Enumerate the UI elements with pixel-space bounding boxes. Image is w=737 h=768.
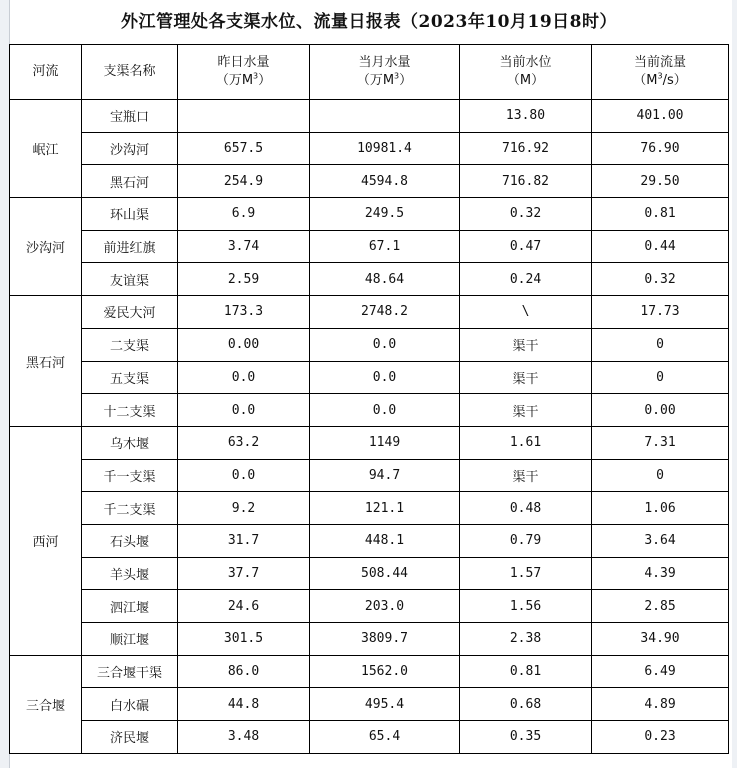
water-level-cell[interactable]: 渠干 [460,459,592,492]
water-level-cell[interactable]: 0.81 [460,655,592,688]
flow-rate-cell[interactable]: 0.32 [592,263,729,296]
header-yesterday-line1: 昨日水量 [217,55,270,70]
header-river[interactable]: 河流 [10,45,82,100]
flow-rate-cell[interactable]: 6.49 [592,655,729,688]
month-volume-cell[interactable]: 0.0 [310,394,460,427]
water-level-cell[interactable]: 0.47 [460,230,592,263]
channel-name-cell[interactable]: 顺江堰 [82,623,178,656]
header-month-unit: （万$M^3$） [356,71,413,88]
yesterday-volume-cell[interactable]: 0.0 [178,459,310,492]
yesterday-volume-cell[interactable]: 0.0 [178,361,310,394]
channel-name-cell[interactable]: 乌木堰 [82,426,178,459]
channel-name-cell[interactable]: 宝瓶口 [82,100,178,133]
table-row [10,100,729,133]
channel-name-cell[interactable]: 黑石河 [82,165,178,198]
channel-name-cell[interactable]: 友谊渠 [82,263,178,296]
month-volume-cell[interactable]: 121.1 [310,492,460,525]
flow-rate-cell[interactable]: 0.00 [592,394,729,427]
month-volume-cell[interactable]: 495.4 [310,688,460,721]
table-row [10,230,729,263]
yesterday-volume-cell[interactable]: 173.3 [178,296,310,329]
channel-name-cell[interactable]: 泗江堰 [82,590,178,623]
water-level-cell[interactable]: 1.61 [460,426,592,459]
channel-name-cell[interactable]: 环山渠 [82,198,178,231]
river-cell[interactable]: 黑石河 [10,296,82,427]
flow-rate-cell[interactable]: 3.64 [592,524,729,557]
month-volume-cell[interactable]: 1562.0 [310,655,460,688]
month-volume-cell[interactable] [310,100,460,133]
channel-name-cell[interactable]: 十二支渠 [82,394,178,427]
month-volume-cell[interactable]: 65.4 [310,721,460,754]
month-volume-cell[interactable]: 448.1 [310,524,460,557]
header-month[interactable] [310,45,460,100]
month-volume-cell[interactable]: 2748.2 [310,296,460,329]
water-level-cell[interactable]: 0.24 [460,263,592,296]
report-body [10,100,729,754]
table-row [10,655,729,688]
sheet-scroll-edge [732,0,737,768]
yesterday-volume-cell[interactable]: 44.8 [178,688,310,721]
table-row [10,394,729,427]
flow-rate-cell[interactable]: 0.81 [592,198,729,231]
water-level-cell[interactable]: 13.80 [460,100,592,133]
yesterday-volume-cell[interactable]: 63.2 [178,426,310,459]
yesterday-volume-cell[interactable]: 301.5 [178,623,310,656]
water-level-cell[interactable]: 716.92 [460,132,592,165]
yesterday-volume-cell[interactable]: 254.9 [178,165,310,198]
flow-rate-cell[interactable]: 1.06 [592,492,729,525]
table-row [10,557,729,590]
table-row [10,623,729,656]
yesterday-volume-cell[interactable] [178,100,310,133]
header-channel[interactable]: 支渠名称 [82,45,178,100]
yesterday-volume-cell[interactable]: 3.48 [178,721,310,754]
channel-name-cell[interactable]: 爱民大河 [82,296,178,329]
river-cell[interactable]: 西河 [10,426,82,655]
river-cell[interactable]: 岷江 [10,100,82,198]
channel-name-cell[interactable]: 千一支渠 [82,459,178,492]
water-level-cell[interactable]: 716.82 [460,165,592,198]
flow-rate-cell[interactable]: 17.73 [592,296,729,329]
yesterday-volume-cell[interactable]: 3.74 [178,230,310,263]
yesterday-volume-cell[interactable]: 37.7 [178,557,310,590]
report-title: 外江管理处各支渠水位、流量日报表（2023年10月19日8时） [121,12,617,32]
header-level[interactable] [460,45,592,100]
channel-name-cell[interactable]: 前进红旗 [82,230,178,263]
water-level-cell[interactable]: 渠干 [460,328,592,361]
header-month-line1: 当月水量 [358,55,411,70]
channel-name-cell[interactable]: 白水碾 [82,688,178,721]
water-level-cell[interactable]: 渠干 [460,361,592,394]
table-row [10,165,729,198]
month-volume-cell[interactable]: 0.0 [310,361,460,394]
table-row [10,328,729,361]
channel-name-cell[interactable]: 羊头堰 [82,557,178,590]
yesterday-volume-cell[interactable]: 86.0 [178,655,310,688]
flow-rate-cell[interactable]: 0.44 [592,230,729,263]
channel-name-cell[interactable]: 千二支渠 [82,492,178,525]
flow-rate-cell[interactable]: 4.89 [592,688,729,721]
river-cell[interactable]: 三合堰 [10,655,82,753]
water-level-cell[interactable]: 0.32 [460,198,592,231]
flow-rate-cell[interactable]: 7.31 [592,426,729,459]
flow-rate-cell[interactable]: 2.85 [592,590,729,623]
water-report-table [9,44,729,754]
table-row [10,426,729,459]
table-row [10,590,729,623]
month-volume-cell[interactable]: 94.7 [310,459,460,492]
table-row [10,296,729,329]
header-row [10,45,729,100]
table-row [10,198,729,231]
table-row [10,263,729,296]
header-flow-unit: $(M^3/s)$ [633,71,687,88]
water-level-cell[interactable]: 2.38 [460,623,592,656]
yesterday-volume-cell[interactable]: 31.7 [178,524,310,557]
month-volume-cell[interactable]: 508.44 [310,557,460,590]
month-volume-cell[interactable]: 249.5 [310,198,460,231]
river-cell[interactable]: 沙沟河 [10,198,82,296]
header-flow[interactable] [592,45,729,100]
month-volume-cell[interactable]: 48.64 [310,263,460,296]
month-volume-cell[interactable]: 203.0 [310,590,460,623]
table-row [10,524,729,557]
header-level-unit: （M） [506,73,545,88]
table-row [10,459,729,492]
channel-name-cell[interactable]: 三合堰干渠 [82,655,178,688]
yesterday-volume-cell[interactable]: 6.9 [178,198,310,231]
water-level-cell[interactable]: 0.35 [460,721,592,754]
channel-name-cell[interactable]: 二支渠 [82,328,178,361]
channel-name-cell[interactable]: 五支渠 [82,361,178,394]
channel-name-cell[interactable]: 沙沟河 [82,132,178,165]
flow-rate-cell[interactable]: 4.39 [592,557,729,590]
channel-name-cell[interactable]: 石头堰 [82,524,178,557]
flow-rate-cell[interactable]: 0 [592,328,729,361]
month-volume-cell[interactable]: 1149 [310,426,460,459]
flow-rate-cell[interactable]: 29.50 [592,165,729,198]
flow-rate-cell[interactable]: 76.90 [592,132,729,165]
water-level-cell[interactable]: 1.57 [460,557,592,590]
flow-rate-cell[interactable]: 0 [592,361,729,394]
month-volume-cell[interactable]: 4594.8 [310,165,460,198]
table-row [10,492,729,525]
table-row [10,132,729,165]
month-volume-cell[interactable]: 0.0 [310,328,460,361]
channel-name-cell[interactable]: 济民堰 [82,721,178,754]
water-level-cell[interactable]: 0.68 [460,688,592,721]
yesterday-volume-cell[interactable]: 24.6 [178,590,310,623]
table-row [10,361,729,394]
water-level-cell[interactable]: \ [460,296,592,329]
header-level-line1: 当前水位 [499,55,552,70]
yesterday-volume-cell[interactable]: 0.00 [178,328,310,361]
table-row [10,688,729,721]
month-volume-cell[interactable]: 67.1 [310,230,460,263]
water-level-cell[interactable]: 0.48 [460,492,592,525]
header-yesterday-unit: （万$M^3$） [215,71,272,88]
month-volume-cell[interactable]: 3809.7 [310,623,460,656]
flow-rate-cell[interactable]: 0 [592,459,729,492]
yesterday-volume-cell[interactable]: 0.0 [178,394,310,427]
month-volume-cell[interactable]: 10981.4 [310,132,460,165]
header-yesterday[interactable] [178,45,310,100]
water-level-cell[interactable]: 渠干 [460,394,592,427]
table-row [10,721,729,754]
yesterday-volume-cell[interactable]: 9.2 [178,492,310,525]
yesterday-volume-cell[interactable]: 2.59 [178,263,310,296]
header-flow-line1: 当前流量 [633,55,686,70]
water-level-cell[interactable]: 1.56 [460,590,592,623]
flow-rate-cell[interactable]: 0.23 [592,721,729,754]
water-level-cell[interactable]: 0.79 [460,524,592,557]
yesterday-volume-cell[interactable]: 657.5 [178,132,310,165]
flow-rate-cell[interactable]: 34.90 [592,623,729,656]
flow-rate-cell[interactable]: 401.00 [592,100,729,133]
